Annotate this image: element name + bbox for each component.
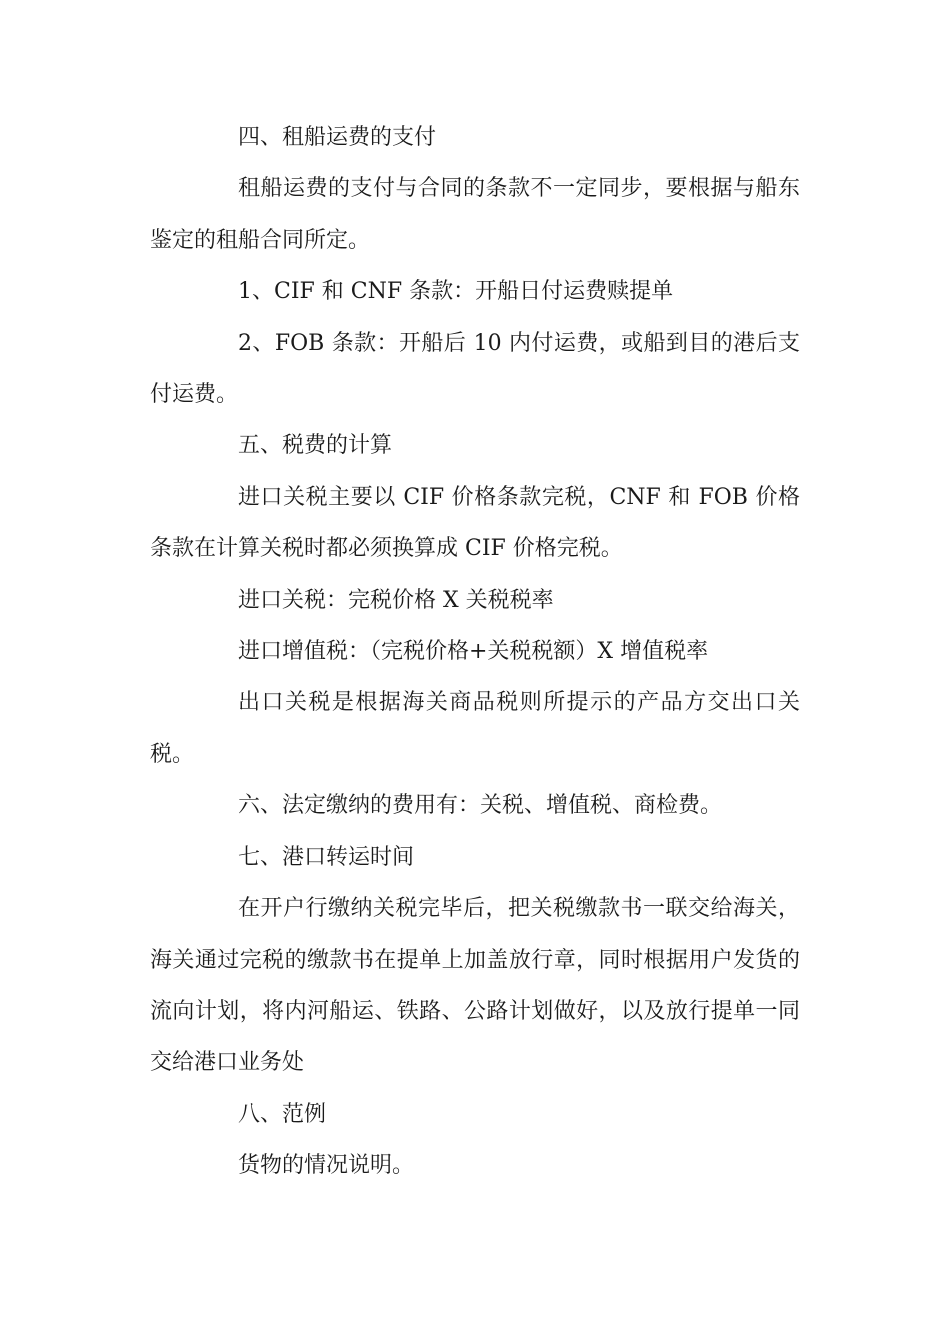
paragraph-import-duty-basis: 进口关税主要以 CIF 价格条款完税，CNF 和 FOB 价格条款在计算关税时都必须换算成 CIF 价格完税。 <box>150 484 800 562</box>
formula-import-vat: 进口增值税：（完税价格+关税税额）X 增值税率 <box>238 639 709 665</box>
paragraph-export-duty: 出口关税是根据海关商品税则所提示的产品方交出口关税。 <box>150 690 800 767</box>
paragraph-cargo-description: 货物的情况说明。 <box>238 1153 415 1179</box>
formula-import-duty: 进口关税：完税价格 X 关税税率 <box>238 587 554 613</box>
document-body <box>150 112 800 1192</box>
section-heading-tax-calculation: 五、税费的计算 <box>238 433 393 459</box>
list-item-cif-cnf-terms: 1、CIF 和 CNF 条款：开船日付运费赎提单 <box>238 279 674 305</box>
section-heading-charter-freight-payment: 四、租船运费的支付 <box>238 125 437 150</box>
paragraph-port-transfer-process: 在开户行缴纳关税完毕后，把关税缴款书一联交给海关，海关通过完税的缴款书在提单上加盖放行章，同时根据用户发货的流向计划，将内河船运、铁路、公路计划做好，以及放行提单一同交给港口业务处 <box>150 896 800 1076</box>
list-item-fob-terms: 2、FOB 条款：开船后 10 内付运费，或船到目的港后支付运费。 <box>150 330 800 408</box>
section-heading-statutory-fees: 六、法定缴纳的费用有：关税、增值税、商检费。 <box>238 793 723 819</box>
section-heading-example: 八、范例 <box>238 1101 327 1127</box>
paragraph-charter-payment-intro: 租船运费的支付与合同的条款不一定同步，要根据与船东鉴定的租船合同所定。 <box>150 176 800 253</box>
section-heading-port-transfer-time: 七、港口转运时间 <box>238 844 415 870</box>
